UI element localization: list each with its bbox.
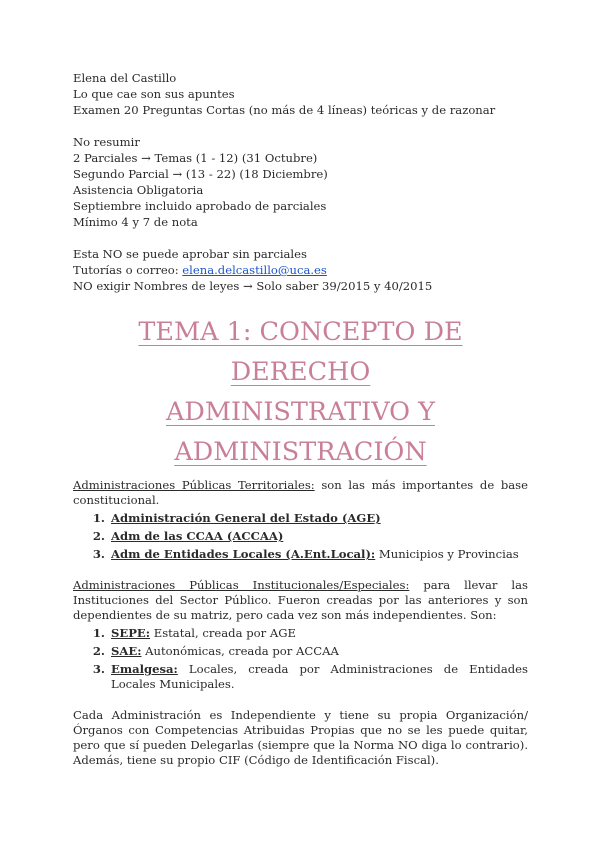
institucionales-section bbox=[73, 578, 528, 692]
list-item-text: Estatal, creada por AGE bbox=[150, 626, 296, 640]
territoriales-heading: Administraciones Públicas Territoriales: bbox=[73, 478, 315, 492]
list-item-label: Administración General del Estado (AGE) bbox=[111, 511, 381, 525]
list-item-label: Emalgesa: bbox=[111, 662, 178, 676]
list-item-label: Adm de Entidades Locales (A.Ent.Local): bbox=[111, 547, 376, 561]
list-item bbox=[109, 644, 528, 659]
page-title bbox=[73, 312, 528, 472]
list-item bbox=[109, 511, 528, 526]
list-item bbox=[109, 662, 528, 692]
list-item-label: SAE: bbox=[111, 644, 142, 658]
list-item-text: Municipios y Provincias bbox=[375, 547, 519, 561]
territoriales-list bbox=[73, 511, 528, 562]
rules-block bbox=[73, 134, 528, 230]
list-item-label: Adm de las CCAA (ACCAA) bbox=[111, 529, 284, 543]
rule-line: Mínimo 4 y 7 de nota bbox=[73, 215, 198, 229]
rule-line: Asistencia Obligatoria bbox=[73, 183, 204, 197]
list-item-label: SEPE: bbox=[111, 626, 151, 640]
rule-line: Septiembre incluido aprobado de parciales bbox=[73, 199, 327, 213]
closing-paragraph: Cada Administración es Independiente y tiene su propia Organización/Órganos con Competencias Atribuidas Propias que no se les puede quitar, pero que sí pueden Delegarlas (siempre que la Norma NO diga lo contrario). Además, tiene su propio CIF (Código de Identificación Fiscal). bbox=[73, 708, 528, 767]
header-line: Examen 20 Preguntas Cortas (no más de 4 líneas) teóricas y de razonar bbox=[73, 103, 496, 117]
header-line: Elena del Castillo bbox=[73, 71, 177, 85]
list-item-text: Locales, creada por Administraciones de Entidades Locales Municipales. bbox=[111, 662, 528, 691]
title-line: ADMINISTRACIÓN bbox=[174, 437, 427, 467]
list-item-text: Autonómicas, creada por ACCAA bbox=[141, 644, 339, 658]
territoriales-section bbox=[73, 478, 528, 562]
note-line: Esta NO se puede aprobar sin parciales bbox=[73, 247, 307, 261]
email-link[interactable]: elena.delcastillo@uca.es bbox=[182, 263, 327, 277]
institucionales-list bbox=[73, 626, 528, 692]
title-line: TEMA 1: CONCEPTO DE DERECHO bbox=[138, 317, 463, 387]
list-item bbox=[109, 529, 528, 544]
title-line: ADMINISTRATIVO Y bbox=[165, 397, 436, 427]
document-page bbox=[73, 70, 528, 768]
institucionales-heading: Administraciones Públicas Institucionales/Especiales: bbox=[73, 578, 410, 592]
list-item bbox=[109, 547, 528, 562]
notes-block bbox=[73, 246, 528, 294]
rule-line: No resumir bbox=[73, 135, 140, 149]
note-line: NO exigir Nombres de leyes → Solo saber 39/2015 y 40/2015 bbox=[73, 279, 433, 293]
institucionales-text: para llevar las Instituciones del Sector Público. Fueron creadas por las anteriores y son dependientes de su matriz, pero cada vez son más independientes. Son: bbox=[73, 578, 528, 622]
tutorias-line bbox=[73, 262, 528, 278]
rule-line: Segundo Parcial → (13 - 22) (18 Diciembre) bbox=[73, 167, 328, 181]
header-line: Lo que cae son sus apuntes bbox=[73, 87, 235, 101]
list-item bbox=[109, 626, 528, 641]
territoriales-text: son las más importantes de base constitucional. bbox=[73, 478, 528, 507]
rule-line: 2 Parciales → Temas (1 - 12) (31 Octubre) bbox=[73, 151, 318, 165]
tutorias-label: Tutorías o correo: bbox=[73, 263, 183, 277]
header-block bbox=[73, 70, 528, 118]
